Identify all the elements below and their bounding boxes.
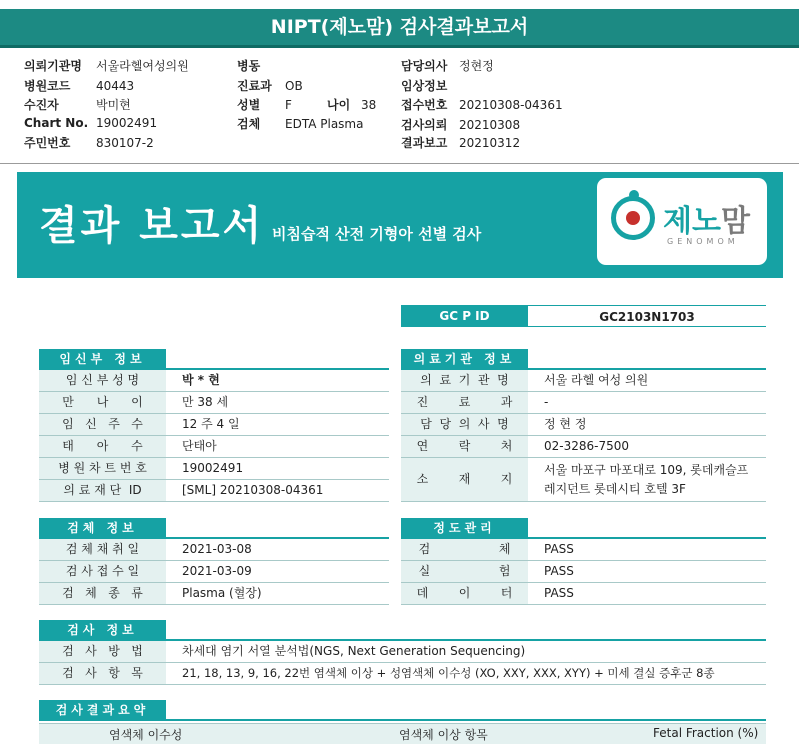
info-hospital-code: 병원코드 40443 [24,79,135,93]
info-sex: 성별 F [237,98,292,112]
table-row: 소 재 지 서울 마포구 마포대로 109, 롯데캐슬프레지던트 롯데시티 호텔 3F [401,458,766,502]
table-row: 병 원 차 트 번 호 19002491 [39,458,389,480]
table-row: 임 신 주 수 12 주 4 일 [39,414,389,436]
logo-mark-icon [611,196,655,240]
summary-column-headers [39,723,766,744]
info-specimen: 검체 EDTA Plasma [237,117,364,131]
gcpid-label: GC P ID [401,305,528,327]
institution-info-header: 의료기관 정보 [401,349,528,369]
table-row: 데 이 터 PASS [401,583,766,605]
info-age: 나이 38 [327,98,377,112]
table-row: 담 당 의 사 명 정 현 정 [401,414,766,436]
table-row: 연 락 처 02-3286-7500 [401,436,766,458]
info-accession-no: 접수번호 20210308-04361 [401,98,563,112]
info-request-date: 검사의뢰 20210308 [401,118,521,132]
info-ward: 병동 [237,59,261,73]
specimen-info-header: 검체 정보 [39,518,166,538]
logo-english: GENOMOM [667,237,739,246]
test-info-header: 검사 정보 [39,620,166,640]
patient-info-block [0,53,799,159]
table-row: 진 료 과 - [401,392,766,414]
info-clinical: 임상정보 [401,79,448,93]
genomom-logo [597,178,767,265]
summary-rule [39,719,766,721]
title-underline [0,45,799,48]
logo-wordmark: 제노맘 [663,204,750,239]
banner-subtitle: 비침습적 산전 기형아 선별 검사 [272,225,482,243]
summary-header: 검사결과요약 [39,700,166,720]
logo-baby-icon [626,211,640,225]
table-row: 검 체 종 류 Plasma (혈장) [39,583,389,605]
table-row: 검 사 접 수 일 2021-03-09 [39,561,389,583]
info-referring-institution: 의뢰기관명 서울라헬여성의원 [24,59,189,73]
section-divider [0,163,799,164]
info-patient-name: 수진자 박미현 [24,98,131,112]
info-chart-no: Chart No. 19002491 [24,116,158,130]
banner-title: 결과 보고서 [39,203,265,249]
table-row: 검 사 항 목 21, 18, 13, 9, 16, 22번 염색체 이상 + 성염색체 이수성 (XO, XXY, XXX, XYY) + 미세 결실 증후군 8종 [39,663,766,685]
summary-col-aneuploidy: 염색체 이수성 [109,728,183,742]
qc-header: 정도관리 [401,518,528,538]
summary-col-abnormality: 염색체 이상 항목 [399,728,488,742]
report-title: NIPT(제노맘) 검사결과보고서 [0,9,799,45]
table-row: 임 신 부 성 명 박 * 현 [39,370,389,392]
table-row: 검 체 채 취 일 2021-03-08 [39,539,389,561]
table-row: 의 료 기 관 명 서울 라헬 여성 의원 [401,370,766,392]
report-banner [17,172,783,278]
table-row: 검 사 방 법 차세대 염기 서열 분석법(NGS, Next Generation Sequencing) [39,641,766,663]
info-report-date: 결과보고 20210312 [401,136,521,150]
table-row: 실 험 PASS [401,561,766,583]
gcpid-value: GC2103N1703 [528,305,766,327]
table-row: 만 나 이 만 38 세 [39,392,389,414]
pregnant-info-header: 임신부 정보 [39,349,166,369]
table-row: 태 아 수 단태아 [39,436,389,458]
info-doctor: 담당의사 정현정 [401,59,494,73]
summary-col-fetal-fraction: Fetal Fraction (%) [653,726,759,740]
table-row: 의 료 재 단 ID [SML] 20210308-04361 [39,480,389,502]
table-row: 검 체 PASS [401,539,766,561]
info-department: 진료과 OB [237,79,303,93]
info-resident-number: 주민번호 830107-2 [24,136,154,150]
logo-head-icon [629,190,639,200]
